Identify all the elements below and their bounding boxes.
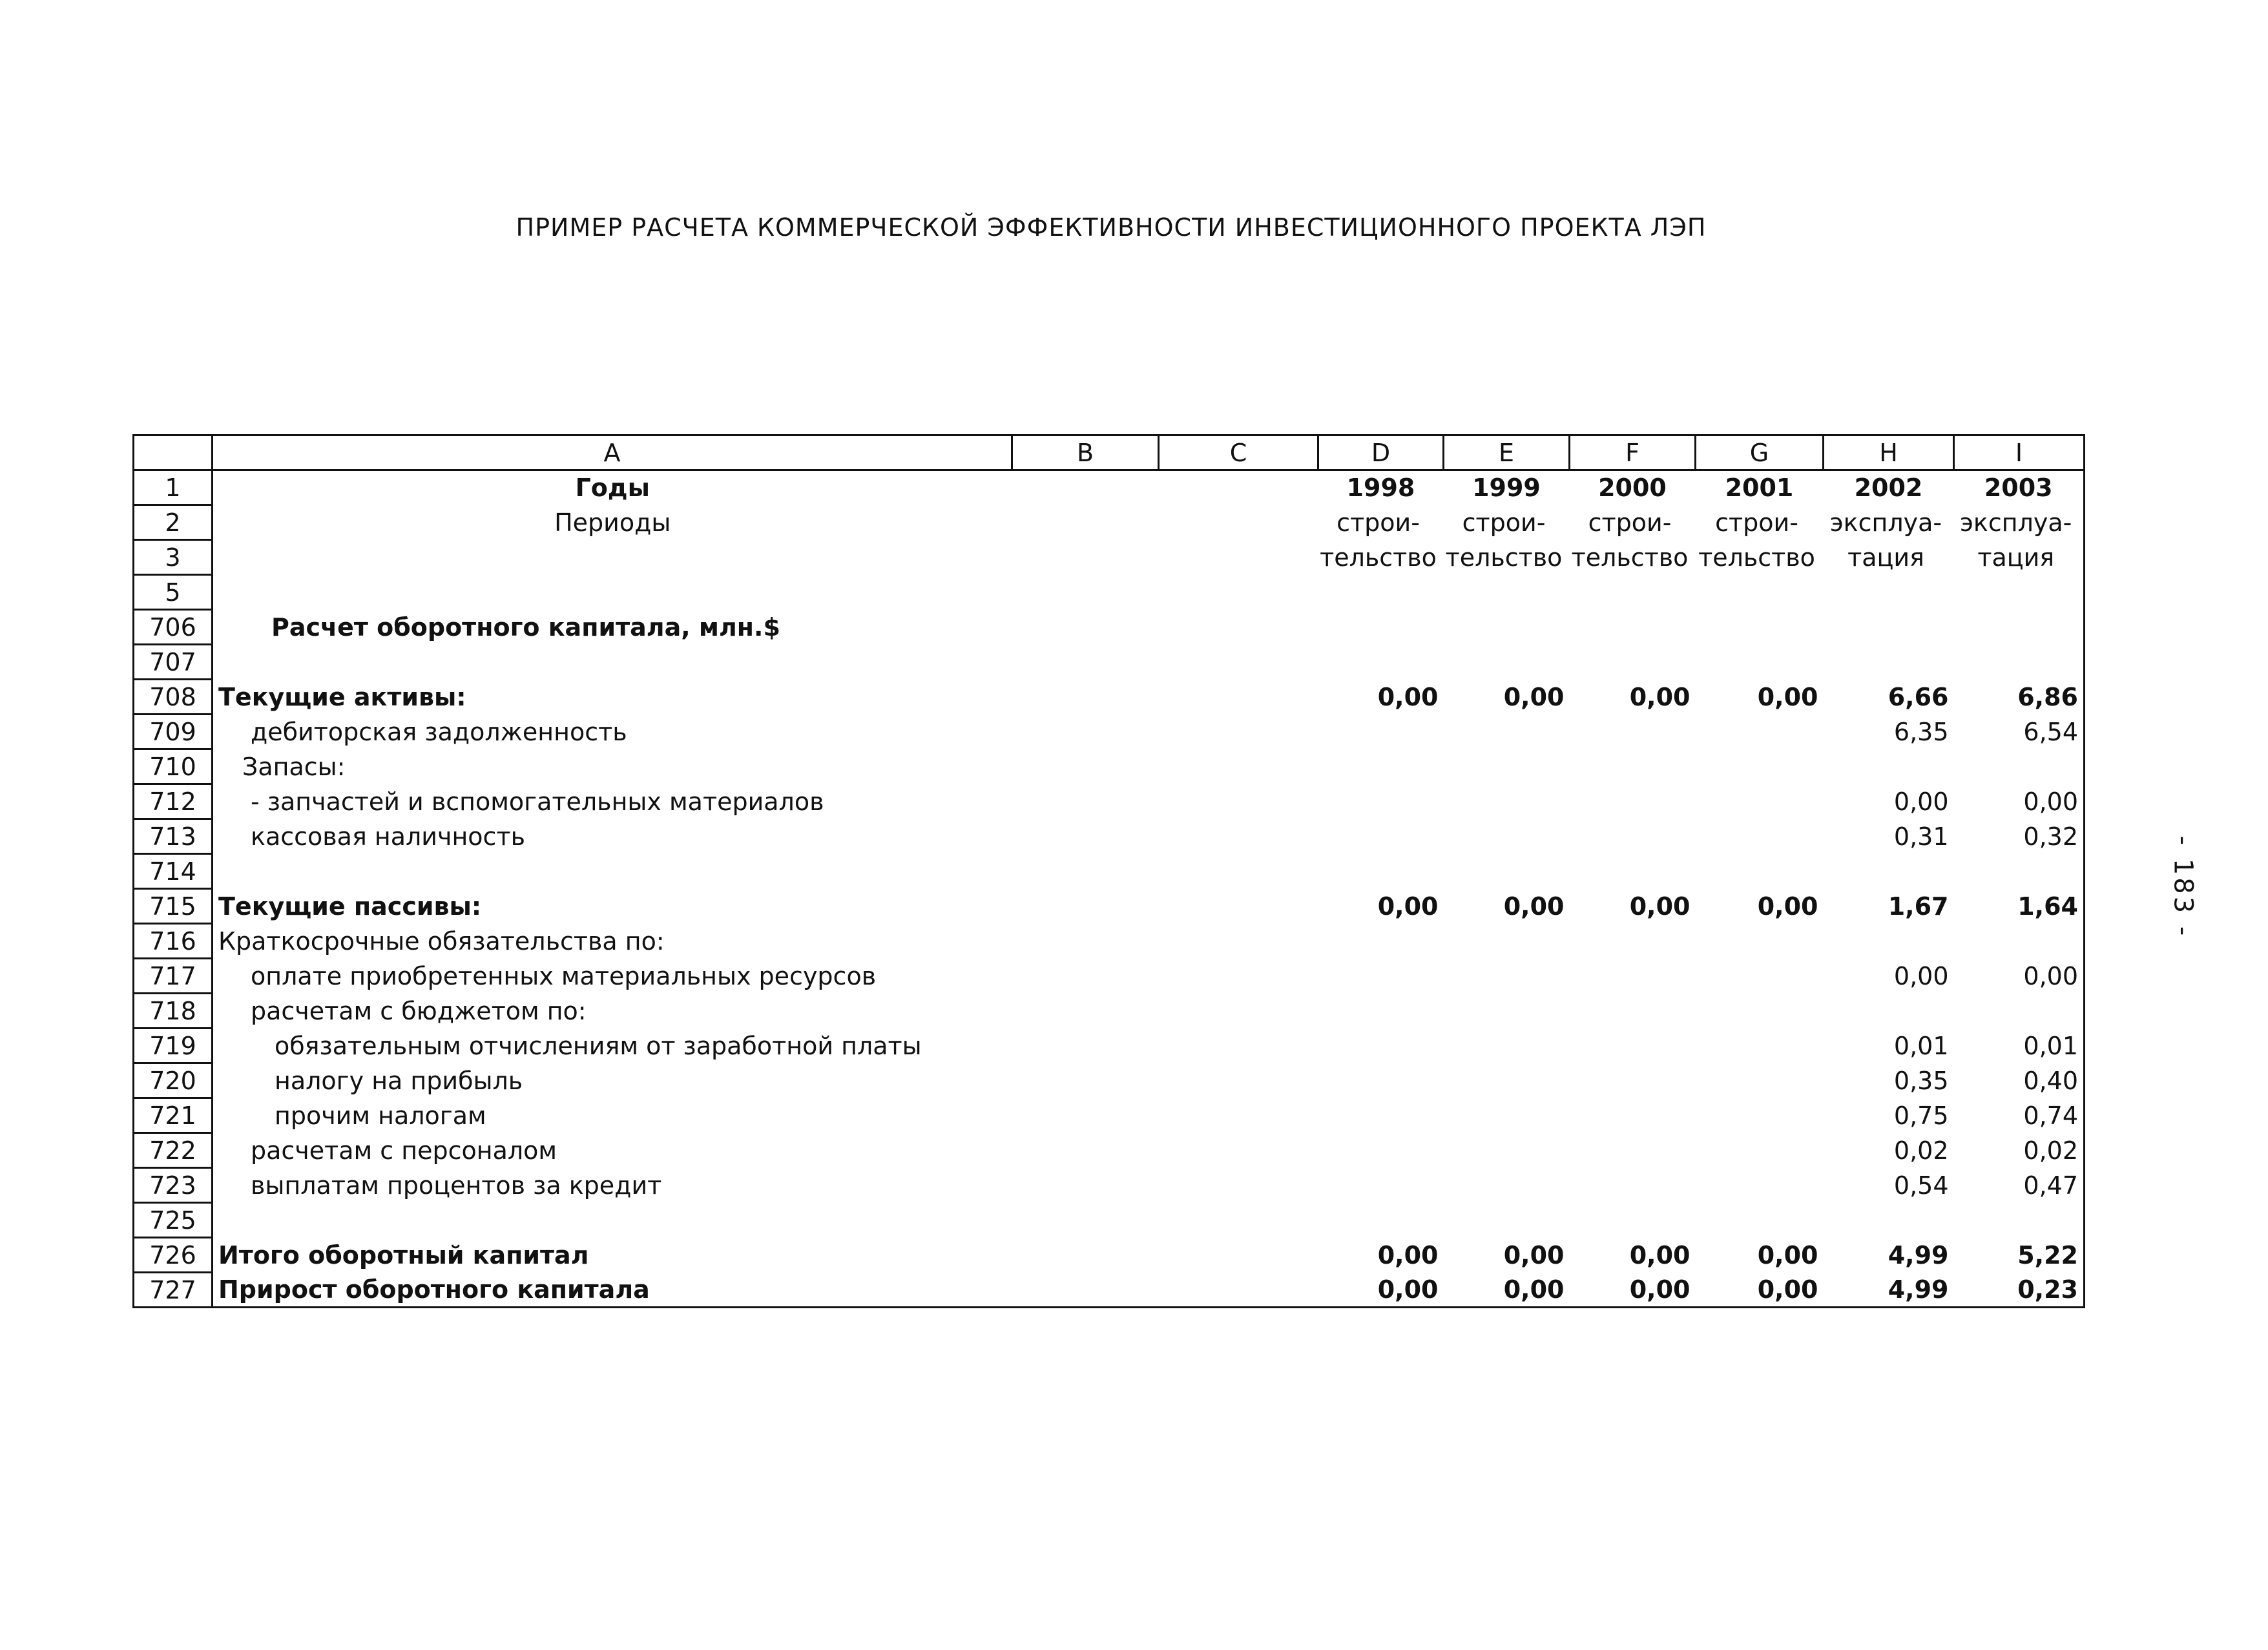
row-number[interactable]: 716: [134, 924, 213, 959]
value-cell[interactable]: [1954, 645, 2085, 680]
value-cell[interactable]: 0,31: [1893, 822, 1949, 851]
period-cell[interactable]: строи-: [1337, 508, 1420, 537]
empty-cell[interactable]: [1159, 959, 1318, 994]
value-cell[interactable]: [1570, 645, 1696, 680]
empty-cell[interactable]: [1159, 749, 1318, 784]
table-row: [134, 1029, 2085, 1063]
table-row: [134, 1168, 2085, 1203]
value-cell[interactable]: [1696, 1168, 1824, 1203]
value-cell[interactable]: [1570, 924, 1696, 959]
value-cell[interactable]: [1570, 1203, 1696, 1238]
value-cell[interactable]: 0,00: [1757, 682, 1818, 711]
value-cell[interactable]: 6,54: [1954, 715, 2085, 749]
value-cell[interactable]: [1318, 1133, 1444, 1168]
year-cell[interactable]: 2002: [1854, 474, 1923, 503]
value-cell[interactable]: [1318, 959, 1444, 994]
value-cell[interactable]: 4,99: [1824, 1273, 1954, 1308]
value-cell[interactable]: 0,01: [1954, 1029, 2085, 1063]
table-row: [134, 1238, 2085, 1273]
empty-cell[interactable]: [1159, 854, 1318, 889]
value-cell[interactable]: [1954, 1203, 2085, 1238]
year-cell[interactable]: 1998: [1346, 474, 1415, 503]
empty-cell[interactable]: [1012, 1273, 1159, 1308]
column-header-a[interactable]: A: [213, 435, 1012, 470]
column-header-b[interactable]: B: [1012, 435, 1159, 470]
value-cell[interactable]: [1696, 715, 1824, 749]
empty-cell[interactable]: [1159, 645, 1318, 680]
value-cell[interactable]: [1570, 854, 1696, 889]
empty-cell[interactable]: [1159, 715, 1318, 749]
value-cell[interactable]: [1444, 1203, 1570, 1238]
value-cell[interactable]: 1,64: [1954, 889, 2085, 924]
value-cell[interactable]: [1318, 645, 1444, 680]
empty-cell[interactable]: [1012, 889, 1159, 924]
empty-cell[interactable]: [1012, 680, 1159, 715]
value-cell[interactable]: 0,00: [1757, 1240, 1818, 1269]
table-row: [134, 1133, 2085, 1168]
value-cell[interactable]: 0,00: [1696, 1273, 1824, 1308]
table-row: [134, 1098, 2085, 1133]
value-cell[interactable]: 0,01: [1893, 1031, 1949, 1060]
year-cell[interactable]: 2001: [1725, 474, 1794, 503]
value-cell[interactable]: 0,00: [1757, 892, 1818, 921]
value-cell[interactable]: 4,99: [1888, 1240, 1949, 1269]
row-number[interactable]: 715: [134, 889, 213, 924]
value-cell[interactable]: 0,00: [1893, 961, 1949, 990]
empty-cell[interactable]: [1012, 1203, 1159, 1238]
empty-cell[interactable]: [1159, 1133, 1318, 1168]
value-cell[interactable]: 1,67: [1888, 892, 1949, 921]
row-label[interactable]: обязательным отчислениям от заработной платы: [275, 1031, 922, 1060]
value-cell[interactable]: 0,00: [1503, 682, 1565, 711]
value-cell[interactable]: [1444, 1063, 1570, 1098]
table-row: [134, 645, 2085, 680]
period-cell[interactable]: тельство: [1320, 543, 1437, 572]
value-cell[interactable]: [1696, 1098, 1824, 1133]
empty-cell[interactable]: [1159, 1238, 1318, 1273]
row-label[interactable]: - запчастей и вспомогательных материалов: [251, 787, 824, 816]
row-number[interactable]: 709: [134, 715, 213, 749]
value-cell[interactable]: 6,86: [1954, 680, 2085, 715]
column-header-c[interactable]: C: [1159, 435, 1318, 470]
value-cell[interactable]: [1696, 784, 1824, 819]
spreadsheet-table: [132, 434, 2085, 1308]
table-row: [134, 610, 2085, 645]
value-cell[interactable]: 0,00: [1377, 1240, 1439, 1269]
value-cell[interactable]: 0,00: [1954, 959, 2085, 994]
period-cell[interactable]: тельство: [1571, 543, 1689, 572]
empty-cell[interactable]: [1012, 959, 1159, 994]
value-cell[interactable]: [1696, 959, 1824, 994]
table-row: [134, 1273, 2085, 1308]
year-cell[interactable]: 2003: [1954, 470, 2085, 505]
year-cell[interactable]: 2000: [1598, 474, 1667, 503]
table-row: [134, 715, 2085, 749]
row-label[interactable]: [213, 1203, 1012, 1238]
value-cell[interactable]: [1444, 715, 1570, 749]
empty-cell[interactable]: [1159, 1098, 1318, 1133]
value-cell[interactable]: [1318, 994, 1444, 1029]
value-cell[interactable]: [1570, 715, 1696, 749]
value-cell[interactable]: 0,00: [1629, 892, 1691, 921]
row-label[interactable]: Текущие пассивы:: [218, 892, 482, 921]
value-cell[interactable]: 0,00: [1318, 1273, 1444, 1308]
empty-cell[interactable]: [1159, 1063, 1318, 1098]
table-row: [134, 784, 2085, 819]
page-number: - 183 -: [2168, 835, 2198, 939]
row-label[interactable]: налогу на прибыль: [275, 1066, 523, 1095]
value-cell[interactable]: [1318, 854, 1444, 889]
column-header-i[interactable]: I: [1954, 435, 2085, 470]
value-cell[interactable]: [1318, 715, 1444, 749]
row-label[interactable]: расчетам с бюджетом по:: [251, 996, 587, 1025]
empty-cell[interactable]: [1012, 924, 1159, 959]
value-cell[interactable]: [1570, 1133, 1696, 1168]
empty-cell[interactable]: [1159, 994, 1318, 1029]
period-cell[interactable]: тельство: [1698, 543, 1815, 572]
value-cell[interactable]: 6,66: [1888, 682, 1949, 711]
row-number[interactable]: 708: [134, 680, 213, 715]
table-row: [134, 505, 2085, 540]
value-cell[interactable]: [1696, 1029, 1824, 1063]
value-cell[interactable]: [1444, 1029, 1570, 1063]
value-cell[interactable]: [1318, 1168, 1444, 1203]
value-cell[interactable]: 6,35: [1893, 717, 1949, 746]
empty-cell[interactable]: [1012, 1133, 1159, 1168]
value-cell[interactable]: [1824, 1203, 1954, 1238]
row-label[interactable]: [213, 854, 1012, 889]
empty-cell[interactable]: [1012, 749, 1159, 784]
empty-cell[interactable]: [1012, 1168, 1159, 1203]
value-cell[interactable]: [1696, 854, 1824, 889]
period-cell[interactable]: строи-: [1715, 508, 1798, 537]
empty-cell[interactable]: [1012, 784, 1159, 819]
empty-cell[interactable]: [1012, 854, 1159, 889]
row-number[interactable]: 712: [134, 784, 213, 819]
value-cell[interactable]: 0,32: [1954, 819, 2085, 854]
value-cell[interactable]: [1570, 1168, 1696, 1203]
value-cell[interactable]: [1824, 749, 1954, 784]
value-cell[interactable]: [1444, 749, 1570, 784]
row-number[interactable]: 5: [134, 575, 213, 610]
value-cell[interactable]: [1318, 1063, 1444, 1098]
value-cell[interactable]: 0,00: [1377, 682, 1439, 711]
value-cell[interactable]: [1444, 784, 1570, 819]
value-cell[interactable]: [1696, 1133, 1824, 1168]
period-cell[interactable]: строи-: [1588, 508, 1672, 537]
value-cell[interactable]: [1444, 924, 1570, 959]
corner-cell[interactable]: [134, 435, 213, 470]
value-cell[interactable]: [1954, 924, 2085, 959]
value-cell[interactable]: [1318, 1098, 1444, 1133]
value-cell[interactable]: 0,35: [1893, 1066, 1949, 1095]
empty-cell[interactable]: [1012, 1063, 1159, 1098]
row-number[interactable]: 722: [134, 1133, 213, 1168]
row-number[interactable]: 726: [134, 1238, 213, 1273]
periods-label[interactable]: Периоды: [554, 508, 671, 537]
row-number[interactable]: 721: [134, 1098, 213, 1133]
value-cell[interactable]: [1696, 749, 1824, 784]
value-cell[interactable]: [1696, 994, 1824, 1029]
table-row: [134, 749, 2085, 784]
value-cell[interactable]: [1570, 1098, 1696, 1133]
empty-cell[interactable]: [1159, 1273, 1318, 1308]
value-cell[interactable]: [1444, 854, 1570, 889]
value-cell[interactable]: [1954, 994, 2085, 1029]
value-cell[interactable]: [1444, 645, 1570, 680]
row-number[interactable]: 710: [134, 749, 213, 784]
value-cell[interactable]: 0,00: [1893, 787, 1949, 816]
column-header-d[interactable]: D: [1318, 435, 1444, 470]
value-cell[interactable]: [1444, 1098, 1570, 1133]
row-label[interactable]: оплате приобретенных материальных ресурсов: [251, 961, 877, 990]
row-number[interactable]: 714: [134, 854, 213, 889]
empty-cell[interactable]: [1012, 819, 1159, 854]
empty-cell[interactable]: [1159, 784, 1318, 819]
row-number[interactable]: 713: [134, 819, 213, 854]
row-number[interactable]: 727: [134, 1273, 213, 1308]
year-cell[interactable]: 1999: [1472, 474, 1541, 503]
table-row: [134, 575, 2085, 610]
value-cell[interactable]: 0,00: [1954, 784, 2085, 819]
value-cell[interactable]: 0,02: [1893, 1136, 1949, 1165]
value-cell[interactable]: 5,22: [1954, 1238, 2085, 1273]
value-cell[interactable]: 0,47: [1954, 1168, 2085, 1203]
data-rows: [134, 645, 2085, 1308]
row-number[interactable]: 719: [134, 1029, 213, 1063]
row-label[interactable]: расчетам с персоналом: [251, 1136, 557, 1165]
row-label[interactable]: кассовая наличность: [251, 822, 525, 851]
empty-cell[interactable]: [1159, 819, 1318, 854]
period-cell[interactable]: тация: [1954, 540, 2085, 575]
table-row: [134, 819, 2085, 854]
value-cell[interactable]: 0,00: [1503, 892, 1565, 921]
section-title[interactable]: Расчет оборотного капитала, млн.$: [271, 612, 780, 642]
empty-cell[interactable]: [1012, 1238, 1159, 1273]
row-label[interactable]: Краткосрочные обязательства по:: [218, 926, 665, 956]
row-number[interactable]: 720: [134, 1063, 213, 1098]
value-cell[interactable]: [1570, 784, 1696, 819]
value-cell[interactable]: 0,54: [1893, 1171, 1949, 1200]
value-cell[interactable]: [1824, 645, 1954, 680]
empty-cell[interactable]: [1159, 680, 1318, 715]
value-cell[interactable]: [1954, 749, 2085, 784]
value-cell[interactable]: [1444, 994, 1570, 1029]
value-cell[interactable]: [1570, 994, 1696, 1029]
value-cell[interactable]: [1696, 819, 1824, 854]
row-number[interactable]: 723: [134, 1168, 213, 1203]
empty-cell[interactable]: [1012, 1098, 1159, 1133]
value-cell[interactable]: 0,40: [1954, 1063, 2085, 1098]
empty-cell[interactable]: [1012, 715, 1159, 749]
row-number[interactable]: 707: [134, 645, 213, 680]
value-cell[interactable]: [1444, 1133, 1570, 1168]
row-number[interactable]: 706: [134, 610, 213, 645]
table-row: [134, 994, 2085, 1029]
period-cell[interactable]: эксплуа-: [1954, 505, 2085, 540]
value-cell[interactable]: 0,00: [1570, 1273, 1696, 1308]
row-label[interactable]: Запасы:: [242, 752, 346, 781]
period-cell[interactable]: тельство: [1445, 543, 1563, 572]
table-row: [134, 680, 2085, 715]
value-cell[interactable]: [1444, 819, 1570, 854]
empty-cell[interactable]: [1159, 924, 1318, 959]
value-cell[interactable]: 0,00: [1444, 1273, 1570, 1308]
row-label[interactable]: [213, 645, 1012, 680]
table-row: [134, 889, 2085, 924]
value-cell[interactable]: 0,00: [1377, 892, 1439, 921]
row-label[interactable]: прочим налогам: [275, 1101, 486, 1130]
value-cell[interactable]: [1444, 959, 1570, 994]
value-cell[interactable]: [1318, 924, 1444, 959]
row-number[interactable]: 718: [134, 994, 213, 1029]
empty-cell[interactable]: [1159, 889, 1318, 924]
table-row: [134, 470, 2085, 505]
row-label[interactable]: выплатам процентов за кредит: [251, 1171, 662, 1200]
row-number[interactable]: 1: [134, 470, 213, 505]
value-cell[interactable]: 0,00: [1629, 682, 1691, 711]
column-header-e[interactable]: E: [1444, 435, 1570, 470]
empty-cell[interactable]: [1012, 1029, 1159, 1063]
period-cell[interactable]: строи-: [1462, 508, 1546, 537]
row-label[interactable]: Итого оборотный капитал: [218, 1240, 589, 1269]
row-number[interactable]: 3: [134, 540, 213, 575]
value-cell[interactable]: [1444, 1168, 1570, 1203]
value-cell[interactable]: [1318, 749, 1444, 784]
row-number[interactable]: 2: [134, 505, 213, 540]
value-cell[interactable]: [1696, 645, 1824, 680]
table-row: [134, 1203, 2085, 1238]
value-cell[interactable]: [1318, 1203, 1444, 1238]
column-header-f[interactable]: F: [1570, 435, 1696, 470]
value-cell[interactable]: [1570, 1063, 1696, 1098]
row-label[interactable]: Текущие активы:: [218, 682, 466, 711]
page-title: ПРИМЕР РАСЧЕТА КОММЕРЧЕСКОЙ ЭФФЕКТИВНОСТИ ИНВЕСТИЦИОННОГО ПРОЕКТА ЛЭП: [515, 213, 1707, 242]
row-number[interactable]: 725: [134, 1203, 213, 1238]
value-cell[interactable]: [1318, 1029, 1444, 1063]
column-header-h[interactable]: H: [1824, 435, 1954, 470]
period-cell[interactable]: тация: [1847, 543, 1924, 572]
value-cell[interactable]: 0,75: [1893, 1101, 1949, 1130]
value-cell[interactable]: [1570, 959, 1696, 994]
value-cell[interactable]: [1696, 1063, 1824, 1098]
value-cell[interactable]: 0,00: [1629, 1240, 1691, 1269]
value-cell[interactable]: [1318, 784, 1444, 819]
row-label[interactable]: дебиторская задолженность: [251, 717, 627, 746]
column-header-row: [134, 435, 2085, 470]
table-row: [134, 959, 2085, 994]
value-cell[interactable]: 0,74: [1954, 1098, 2085, 1133]
period-cell[interactable]: эксплуа-: [1829, 508, 1942, 537]
value-cell[interactable]: [1954, 854, 2085, 889]
table-row: [134, 1063, 2085, 1098]
value-cell[interactable]: [1318, 819, 1444, 854]
years-label[interactable]: Годы: [575, 474, 650, 503]
value-cell[interactable]: [1824, 924, 1954, 959]
row-number[interactable]: 717: [134, 959, 213, 994]
value-cell[interactable]: [1696, 1203, 1824, 1238]
value-cell[interactable]: [1696, 924, 1824, 959]
empty-cell[interactable]: [1159, 1029, 1318, 1063]
value-cell[interactable]: [1824, 994, 1954, 1029]
value-cell[interactable]: 0,00: [1503, 1240, 1565, 1269]
value-cell[interactable]: [1570, 1029, 1696, 1063]
empty-cell[interactable]: [1159, 1203, 1318, 1238]
table-row: [134, 924, 2085, 959]
empty-cell[interactable]: [1012, 994, 1159, 1029]
table-row: [134, 540, 2085, 575]
value-cell[interactable]: [1570, 749, 1696, 784]
value-cell[interactable]: [1570, 819, 1696, 854]
value-cell[interactable]: 0,02: [1954, 1133, 2085, 1168]
row-label[interactable]: Прирост оборотного капитала: [213, 1273, 1012, 1308]
value-cell[interactable]: 0,23: [1954, 1273, 2085, 1308]
table-row: [134, 854, 2085, 889]
empty-cell[interactable]: [1159, 1168, 1318, 1203]
empty-cell[interactable]: [1012, 645, 1159, 680]
value-cell[interactable]: [1824, 854, 1954, 889]
column-header-g[interactable]: G: [1696, 435, 1824, 470]
